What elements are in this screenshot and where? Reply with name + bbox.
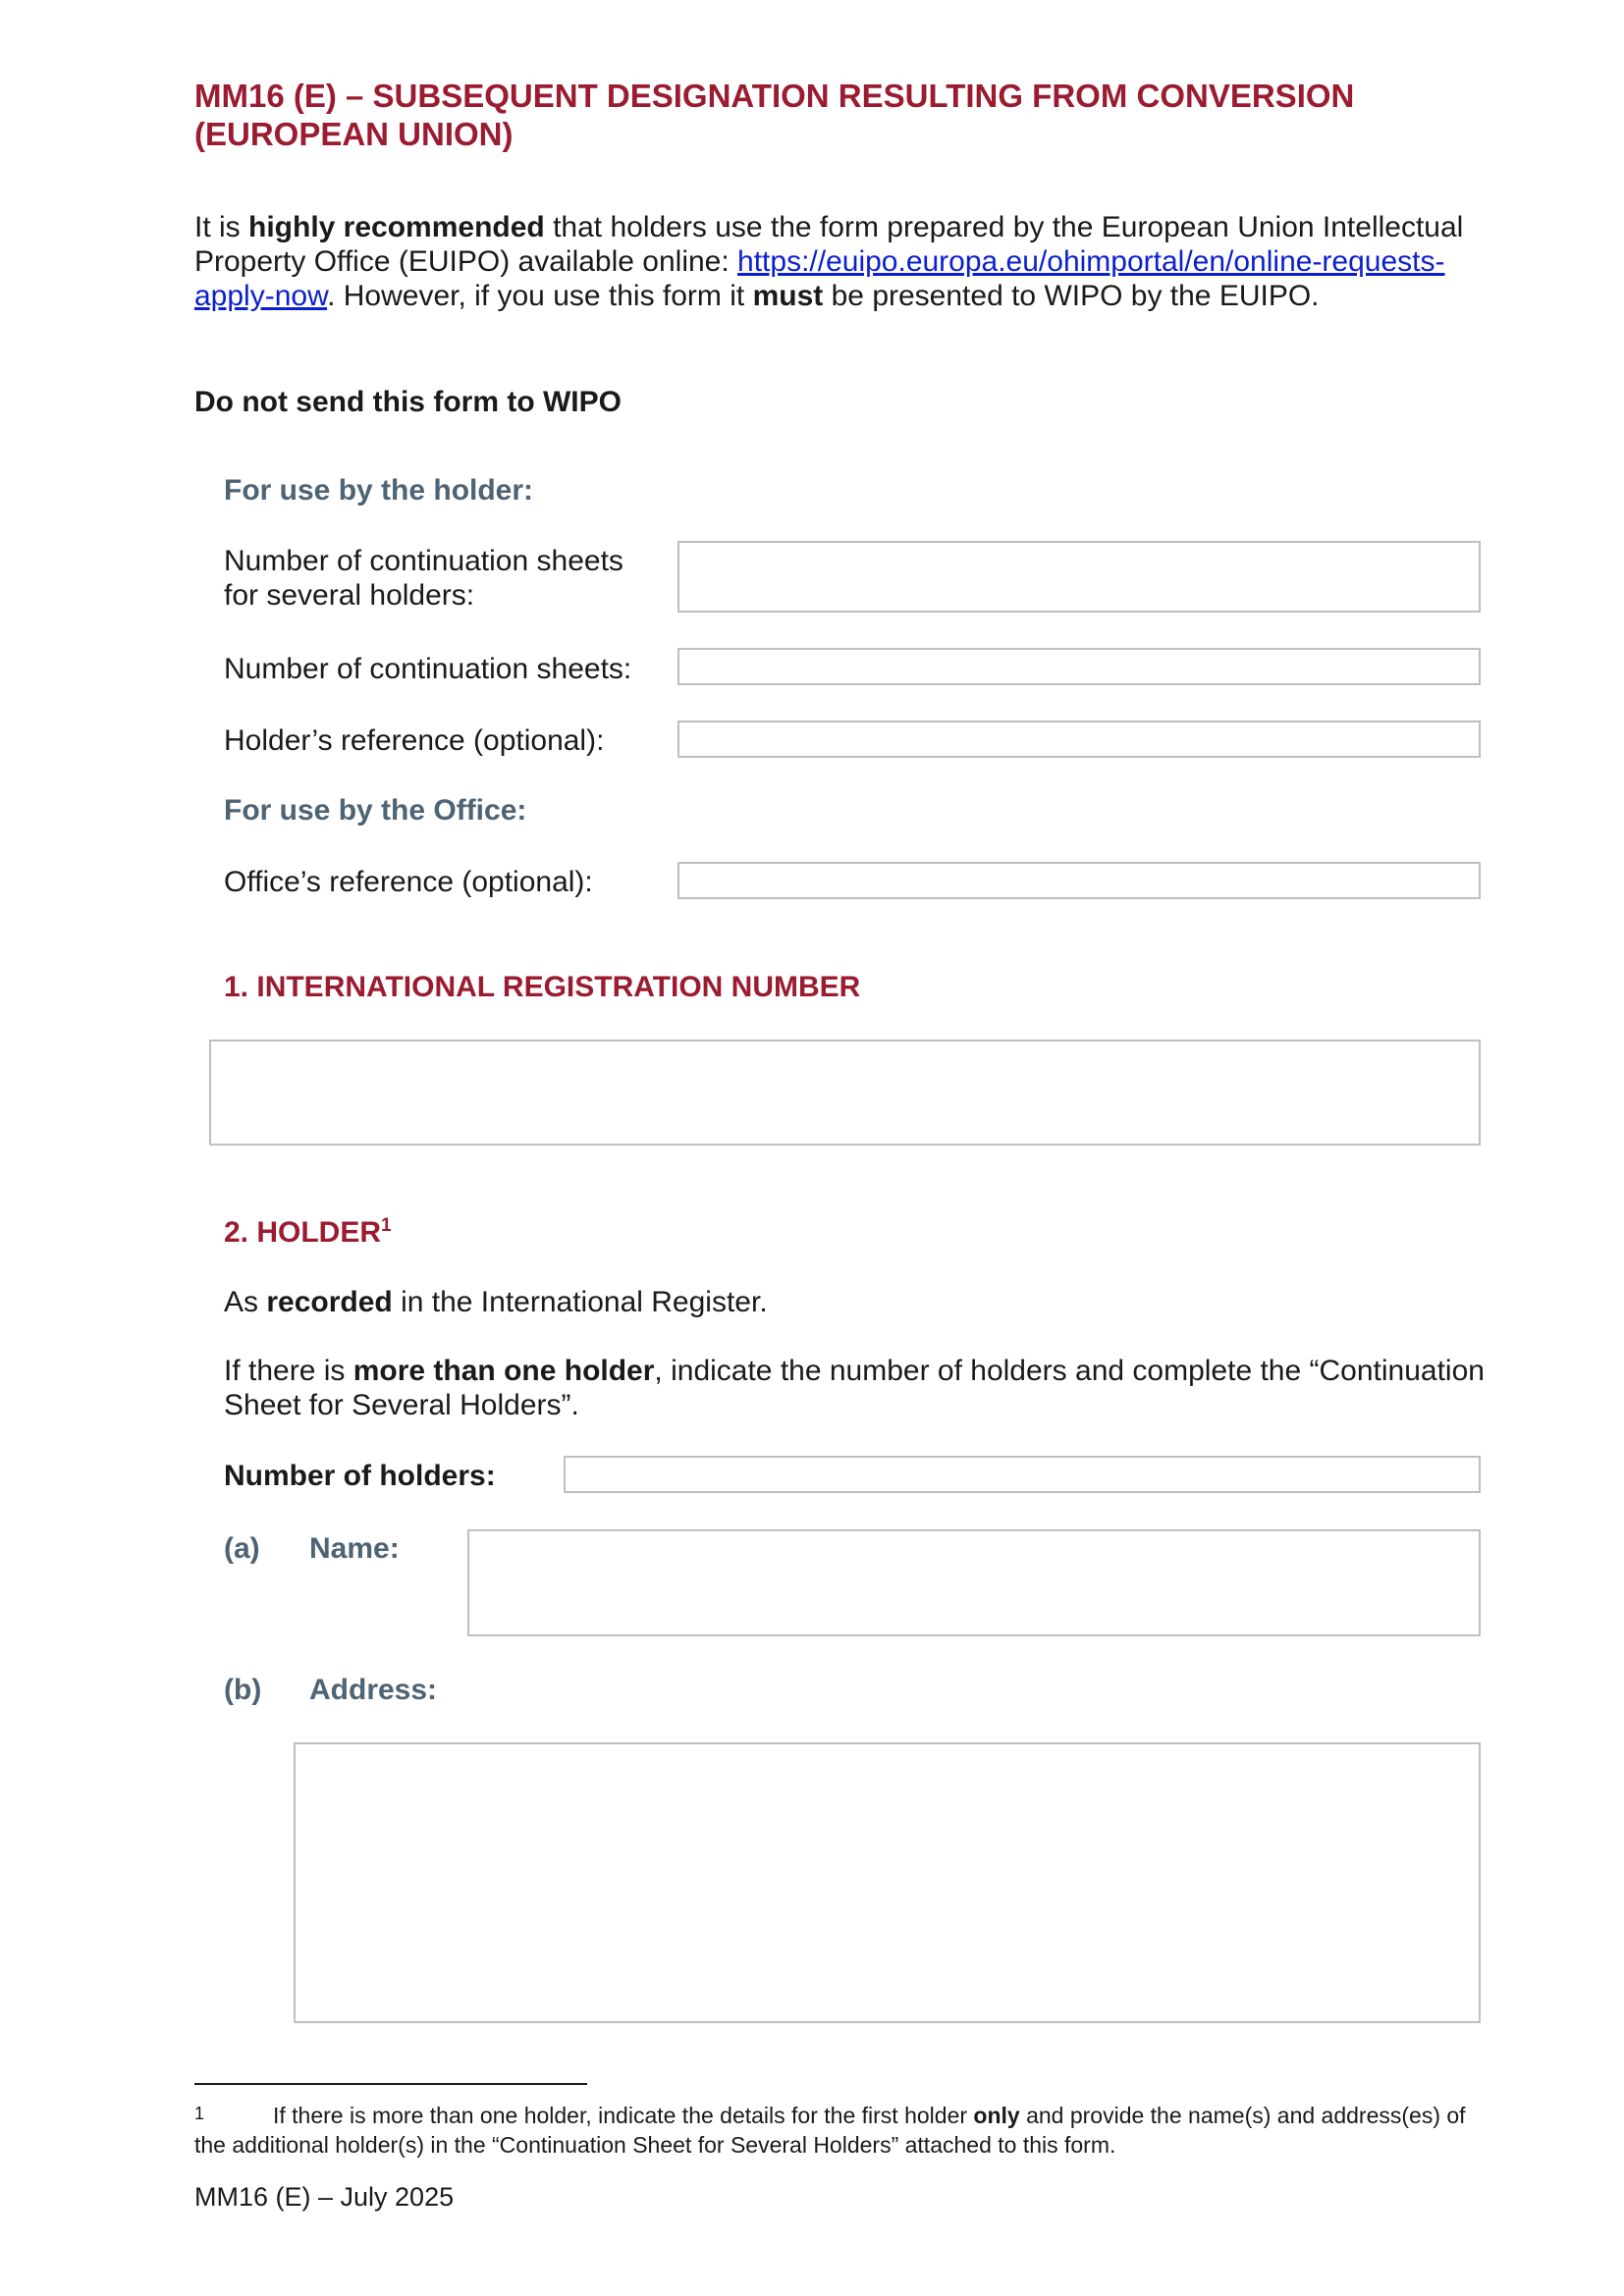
do-not-send-notice: Do not send this form to WIPO [194, 386, 622, 418]
body-text: in the International Register. [392, 1286, 768, 1318]
office-ref-label: Office’s reference (optional): [224, 866, 593, 898]
num-holders-label: Number of holders: [224, 1460, 496, 1492]
num-holders-input[interactable] [564, 1456, 1481, 1493]
footnote-number: 1 [194, 2104, 205, 2123]
cont-sheets-input[interactable] [677, 648, 1481, 685]
office-ref-input[interactable] [677, 862, 1481, 899]
footnote-text [194, 2101, 1471, 2160]
body-emphasis: more than one holder [352, 1355, 655, 1387]
page-footer: MM16 (E) – July 2025 [194, 2182, 455, 2212]
body-text: If there is [224, 1355, 353, 1387]
holder-ref-label: Holder’s reference (optional): [224, 724, 605, 757]
euipo-link[interactable]: https://euipo.europa.eu/ohimportal/en/online-requests-apply-now [194, 245, 1445, 312]
more-holders-paragraph [224, 1354, 1490, 1422]
address-input[interactable] [294, 1742, 1481, 2023]
section-2-heading [224, 1215, 392, 1250]
cont-sheets-several-label: Number of continuation sheets for several holders: [224, 545, 623, 612]
footnote-emphasis: only [973, 2103, 1020, 2128]
intro-emphasis: must [752, 280, 824, 312]
cont-sheets-several-input[interactable] [677, 541, 1481, 613]
footnote-divider [194, 2083, 587, 2085]
recorded-paragraph [224, 1285, 1490, 1319]
footnote-body: If there is more than one holder, indicate the details for the first holder [273, 2103, 974, 2128]
item-b-letter: (b) [224, 1674, 262, 1706]
address-label: Address: [309, 1674, 438, 1706]
name-input[interactable] [467, 1529, 1481, 1636]
intro-text: that holders use the form prepared by the European Union Intellectual Property Office (EUIPO) available online: [194, 211, 1464, 278]
irn-input[interactable] [209, 1040, 1481, 1146]
body-text: , indicate the number of holders and complete the “Continuation Sheet for Several Holders”. [224, 1355, 1485, 1421]
body-text: As [224, 1286, 267, 1318]
intro-text: It is [194, 211, 249, 243]
footnote-ref[interactable]: 1 [381, 1215, 392, 1236]
item-a-letter: (a) [224, 1532, 260, 1565]
office-use-heading: For use by the Office: [224, 794, 527, 827]
intro-text: . However, if you use this form it [327, 280, 753, 312]
cont-sheets-label: Number of continuation sheets: [224, 653, 632, 685]
footnote-body: and provide the name(s) and address(es) of the additional holder(s) in the “Continuation Sheet for Several Holders” attached to this form. [194, 2103, 1466, 2158]
holder-ref-input[interactable] [677, 721, 1481, 758]
page-title: MM16 (E) – SUBSEQUENT DESIGNATION RESULTING FROM CONVERSION (EUROPEAN UNION) [194, 78, 1355, 152]
name-label: Name: [309, 1532, 400, 1565]
section-1-heading: 1. INTERNATIONAL REGISTRATION NUMBER [224, 971, 861, 1003]
body-emphasis: recorded [266, 1286, 393, 1318]
section-2-title: 2. HOLDER [224, 1216, 382, 1249]
intro-emphasis: highly recommended [248, 211, 545, 243]
holder-use-heading: For use by the holder: [224, 474, 534, 507]
intro-text: be presented to WIPO by the EUIPO. [823, 280, 1320, 312]
intro-paragraph [194, 210, 1490, 313]
